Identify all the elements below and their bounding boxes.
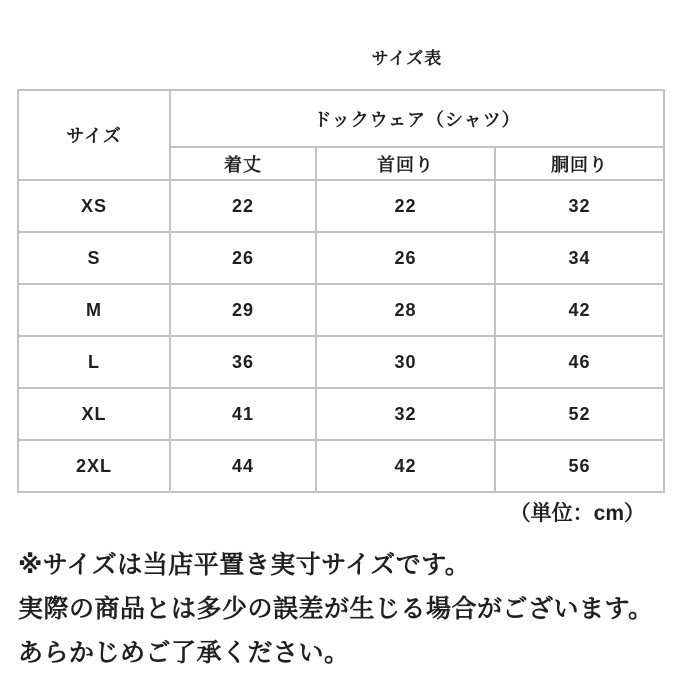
neck-cell: 22	[316, 180, 495, 232]
footnotes	[0, 543, 700, 675]
table-header-row-group	[18, 90, 664, 147]
table-row	[18, 336, 664, 388]
neck-cell: 26	[316, 232, 495, 284]
length-cell: 36	[170, 336, 316, 388]
col-header-neck: 首回り	[316, 147, 495, 180]
page-title: サイズ表	[371, 49, 443, 68]
size-cell: M	[18, 284, 170, 336]
size-column-header: サイズ	[18, 90, 170, 180]
table-row	[18, 284, 664, 336]
footnote-line: あらかじめご了承ください。	[18, 639, 350, 667]
length-cell: 44	[170, 440, 316, 492]
girth-cell: 56	[495, 440, 664, 492]
length-cell: 29	[170, 284, 316, 336]
girth-cell: 42	[495, 284, 664, 336]
girth-cell: 32	[495, 180, 664, 232]
length-cell: 22	[170, 180, 316, 232]
table-row	[18, 388, 664, 440]
girth-cell: 46	[495, 336, 664, 388]
size-cell: L	[18, 336, 170, 388]
neck-cell: 28	[316, 284, 495, 336]
footnote-line: 実際の商品とは多少の誤差が生じる場合がございます。	[18, 595, 654, 623]
table-row	[18, 232, 664, 284]
girth-cell: 52	[495, 388, 664, 440]
neck-cell: 42	[316, 440, 495, 492]
size-cell: XL	[18, 388, 170, 440]
girth-cell: 34	[495, 232, 664, 284]
product-group-header: ドックウェア（シャツ）	[170, 90, 664, 147]
col-header-length: 着丈	[170, 147, 316, 180]
unit-note: （単位：cm）	[509, 502, 645, 525]
footnote-line: ※サイズは当店平置き実寸サイズです。	[18, 551, 471, 579]
size-cell: XS	[18, 180, 170, 232]
size-table	[17, 89, 665, 493]
table-row	[18, 180, 664, 232]
table-row	[18, 440, 664, 492]
size-cell: 2XL	[18, 440, 170, 492]
length-cell: 41	[170, 388, 316, 440]
neck-cell: 32	[316, 388, 495, 440]
col-header-girth: 胴回り	[495, 147, 664, 180]
neck-cell: 30	[316, 336, 495, 388]
length-cell: 26	[170, 232, 316, 284]
size-cell: S	[18, 232, 170, 284]
